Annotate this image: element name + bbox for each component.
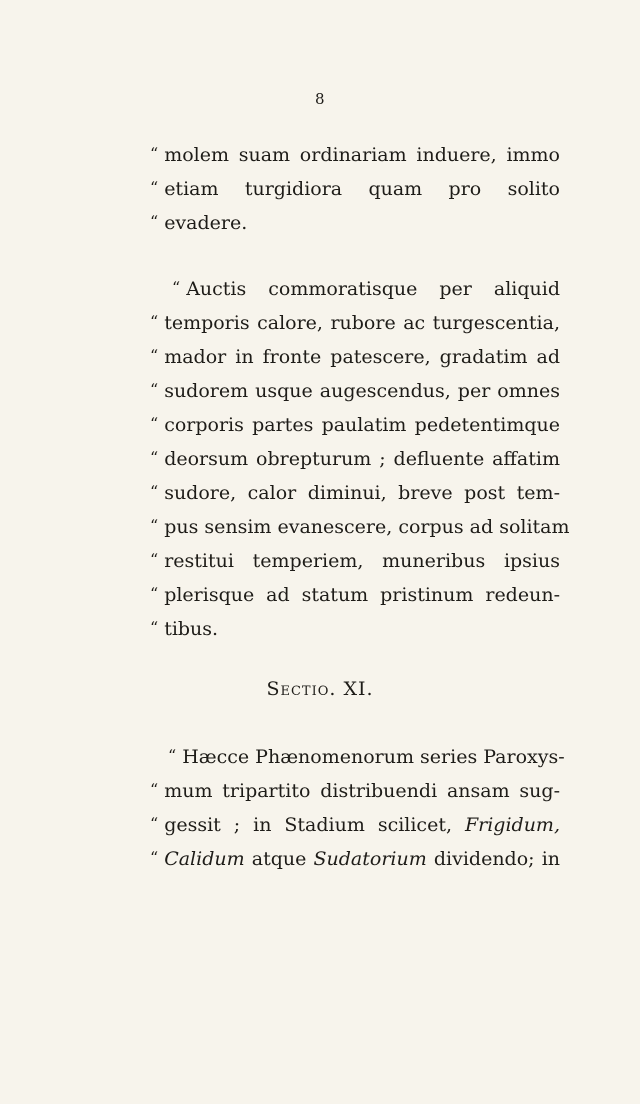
text-line: “ restitui temperiem, muneribus ipsius [150,550,560,572]
text-line: “ pus sensim evanescere, corpus ad solitam [150,516,570,538]
section-heading: Sectio. XI. [266,678,374,700]
text-line: “ molem suam ordinariam induere, immo [150,144,560,166]
text-line: “ Hæcce Phænomenorum series Paroxys- [168,746,565,768]
text-line: “ temporis calore, rubore ac turgescentia, [150,312,560,334]
text-line: “ sudorem usque augescendus, per omnes [150,380,560,402]
text-line: “ etiam turgidiora quam pro solito [150,178,560,200]
text-line: “ Calidum atque Sudatorium dividendo; in [150,848,561,870]
text-line: “ Auctis commoratisque per aliquid [172,278,560,300]
text-line: “ sudore, calor diminui, breve post tem- [150,482,560,504]
text-line: “ mum tripartito distribuendi ansam sug- [150,780,560,802]
text-line: “ corporis partes paulatim pedetentimque [150,414,560,436]
text-line: “ plerisque ad statum pristinum redeun- [150,584,560,606]
text-line: “ mador in fronte patescere, gradatim ad [150,346,560,368]
page-number: 8 [314,90,326,108]
text-line: “ tibus. [150,618,219,640]
text-line: “ evadere. [150,212,248,234]
text-line: “ deorsum obrepturum ; defluente affatim [150,448,560,470]
text-line: “ gessit ; in Stadium scilicet, Frigidum, [150,814,560,836]
